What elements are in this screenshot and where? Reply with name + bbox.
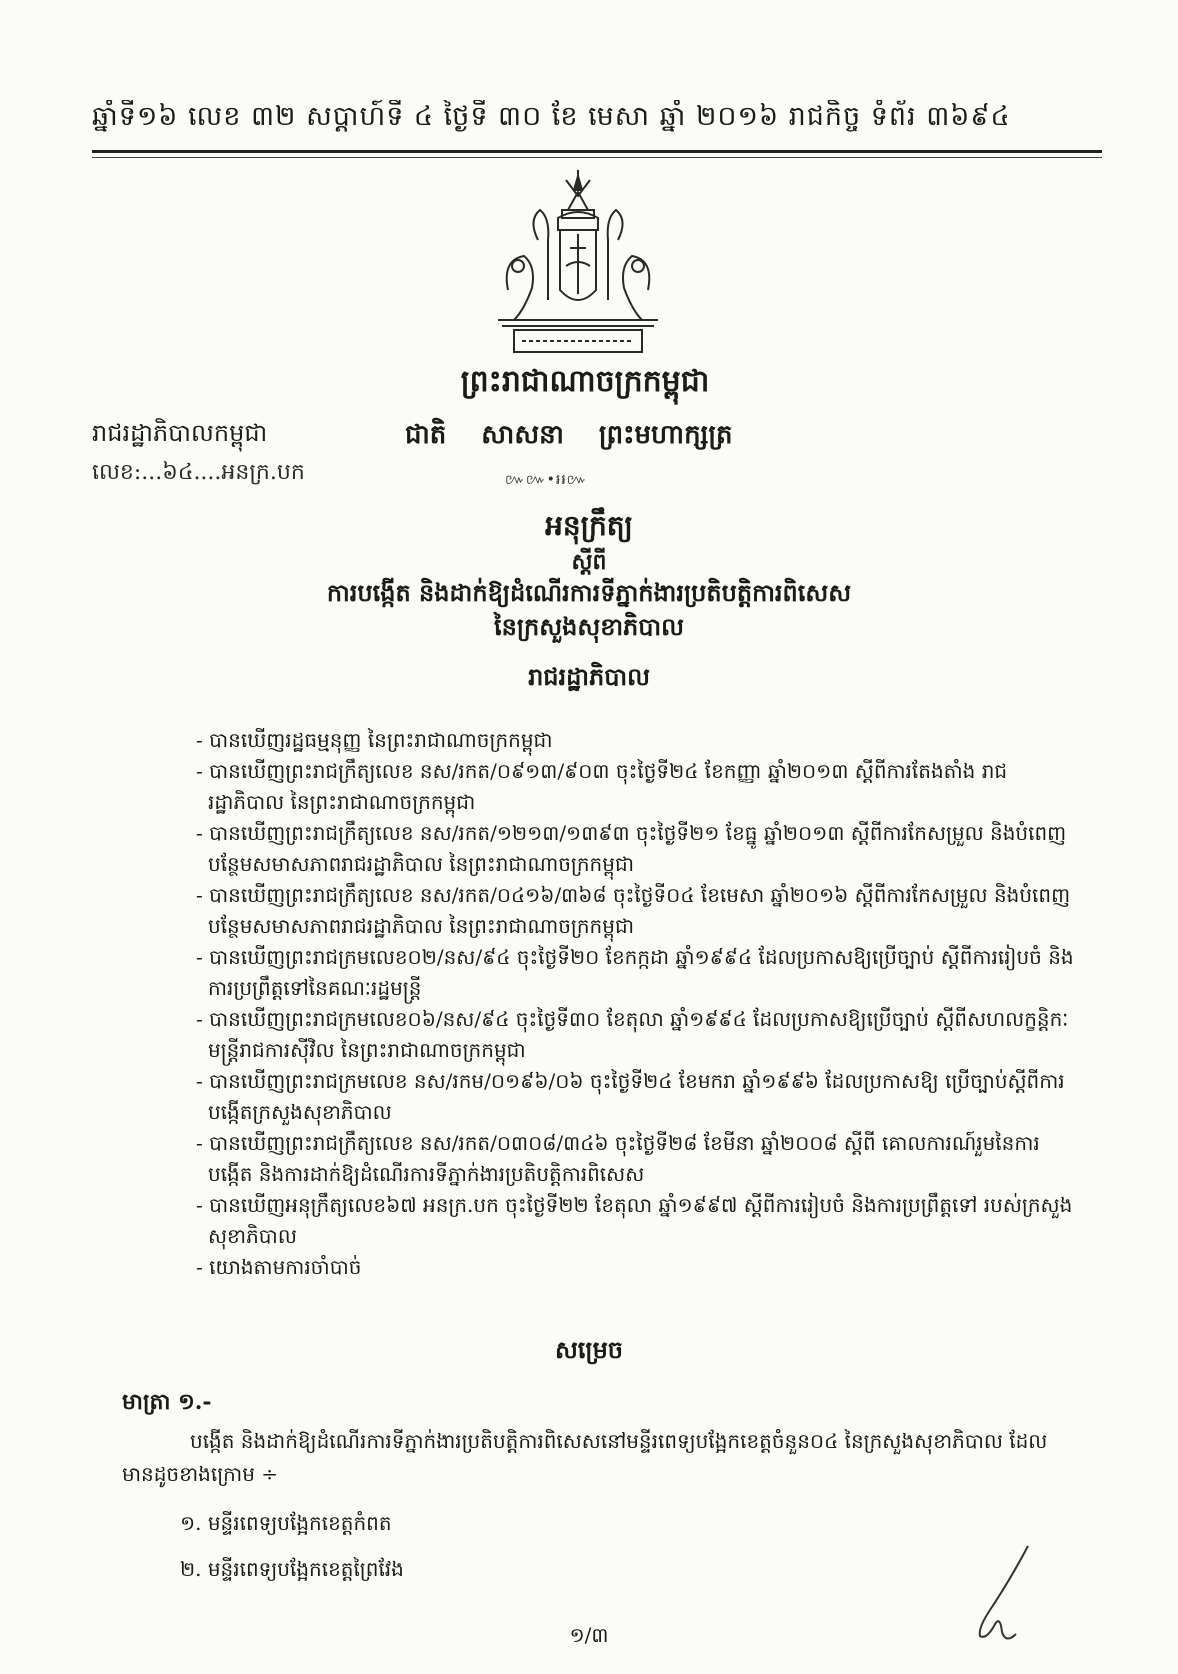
preamble-item: - បានឃើញព្រះរាជក្រមលេខ០២/នស/៩៤ ចុះថ្ងៃទី២០ ខែកក្កដា ឆ្នាំ១៩៩៤ ដែលប្រកាសឱ្យប្រើច្បាប់ ស្តីពីការរៀបចំ និងការប្រព្រឹត្តទៅនៃគណៈរដ្ឋមន្ត្រី (196, 945, 1074, 1000)
kingdom-title: ព្រះរាជាណាចក្រកម្ពុជា (460, 364, 710, 399)
preamble-item: - បានឃើញព្រះរាជក្រឹត្យលេខ នស/រកត/១២១៣/១៣៩៣ ចុះថ្ងៃទី២១ ខែធ្នូ ឆ្នាំ២០១៣ ស្តីពីការកែសម្រួល និងបំពេញបន្ថែមសមាសភាពរាជរដ្ឋាភិបាល នៃព្រះរាជាណាចក្រកម្ពុជា (196, 821, 1067, 876)
national-motto: ជាតិ សាសនា ព្រះមហាក្សត្រ (405, 420, 733, 450)
issuer-title: រាជរដ្ឋាភិបាល (528, 662, 650, 691)
subject-line-2: នៃក្រសួងសុខាភិបាល (494, 612, 684, 641)
preamble-item: - បានឃើញព្រះរាជក្រមលេខ នស/រកម/០១៩៦/០៦ ចុះថ្ងៃទី២៤ ខែមករា ឆ្នាំ១៩៩៦ ដែលប្រកាសឱ្យ ប្រើច្បាប់ស្តីពីការបង្កើតក្រសួងសុខាភិបាល (196, 1069, 1065, 1124)
preamble-item: - បានឃើញព្រះរាជក្រឹត្យលេខ នស/រកត/០៩១៣/៩០៣ ចុះថ្ងៃទី២៤ ខែកញ្ញា ឆ្នាំ២០១៣ ស្តីពីការតែងតាំង រាជរដ្ឋាភិបាល នៃព្រះរាជាណាចក្រកម្ពុជា (196, 759, 1008, 814)
header-rule (92, 150, 1102, 153)
article-label: មាត្រា ១.- (122, 1389, 212, 1415)
gazette-header: ឆ្នាំទី១៦ លេខ ៣២ សប្តាហ៍ទី ៤ ថ្ងៃទី ៣០ ខែ មេសា ឆ្នាំ ២០១៦ រាជកិច្ច ទំព័រ ៣៦៩៤ (92, 101, 1011, 132)
preamble-item: - បានឃើញរដ្ឋធម្មនុញ្ញ នៃព្រះរាជាណាចក្រកម្ពុជា (196, 728, 553, 752)
preamble-item: - យោងតាមការចាំបាច់ (196, 1255, 362, 1279)
preamble-item: - បានឃើញព្រះរាជក្រឹត្យលេខ នស/រកត/០៤១៦/៣៦៨ ចុះថ្ងៃទី០៤ ខែមេសា ឆ្នាំ២០១៦ ស្តីពីការកែសម្រួល និងបំពេញបន្ថែមសមាសភាពរាជរដ្ឋាភិបាល នៃព្រះរាជាណាចក្រកម្ពុជា (196, 883, 1071, 938)
decides-heading: សម្រេច (554, 1335, 624, 1364)
page-number: ១/៣ (569, 1623, 609, 1647)
preamble-list (196, 725, 1076, 1283)
government-label: រាជរដ្ឋាភិបាលកម្ពុជា (92, 419, 268, 447)
ornament-divider: ៚៚•៛៛៚ (505, 472, 588, 488)
article-body: បង្កើត និងដាក់ឱ្យដំណើរការទីភ្នាក់ងារប្រតិបត្តិការពិសេសនៅមន្ទីរពេទ្យបង្អែកខេត្តចំនួន០៤ នៃក្រសួងសុខាភិបាល ដែលមានដូចខាងក្រោម ÷ (122, 1429, 1048, 1486)
preamble-item: - បានឃើញព្រះរាជក្រឹត្យលេខ នស/រកត/០៣០៨/៣៤៦ ចុះថ្ងៃទី២៨ ខែមីនា ឆ្នាំ២០០៨ ស្តីពី គោលការណ៍រួមនៃការបង្កើត និងការដាក់ឱ្យដំណើរការទីភ្នាក់ងារប្រតិបត្តិការពិសេស (196, 1131, 1040, 1186)
subject-line-1: ការបង្កើត និងដាក់ឱ្យដំណើរការទីភ្នាក់ងារប្រតិបត្តិការពិសេស (326, 578, 852, 607)
royal-emblem-icon (478, 170, 678, 360)
document-type: អនុក្រឹត្យ (545, 509, 633, 542)
hospital-item: ១. មន្ទីរពេទ្យបង្អែកខេត្តកំពត (180, 1511, 392, 1535)
preamble-item: - បានឃើញព្រះរាជក្រមលេខ០៦/នស/៩៤ ចុះថ្ងៃទី៣០ ខែតុលា ឆ្នាំ១៩៩៤ ដែលប្រកាសឱ្យប្រើច្បាប់ ស្តីពីសហលក្ខន្តិកៈមន្ត្រីរាជការស៊ីវិល នៃព្រះរាជាណាចក្រកម្ពុជា (196, 1007, 1069, 1062)
reference-number: លេខ:...៦៤....អនក្រ.បក (92, 460, 305, 485)
header-rule-thin (92, 157, 1102, 158)
about-label: ស្តីពី (571, 549, 607, 575)
preamble-item: - បានឃើញអនុក្រឹត្យលេខ៦៧ អនក្រ.បក ចុះថ្ងៃទី២២ ខែតុលា ឆ្នាំ១៩៩៧ ស្តីពីការរៀបចំ និងការប្រព្រឹត្តទៅ របស់ក្រសួងសុខាភិបាល (196, 1193, 1073, 1248)
hospital-item: ២. មន្ទីរពេទ្យបង្អែកខេត្តព្រៃវែង (180, 1557, 404, 1581)
